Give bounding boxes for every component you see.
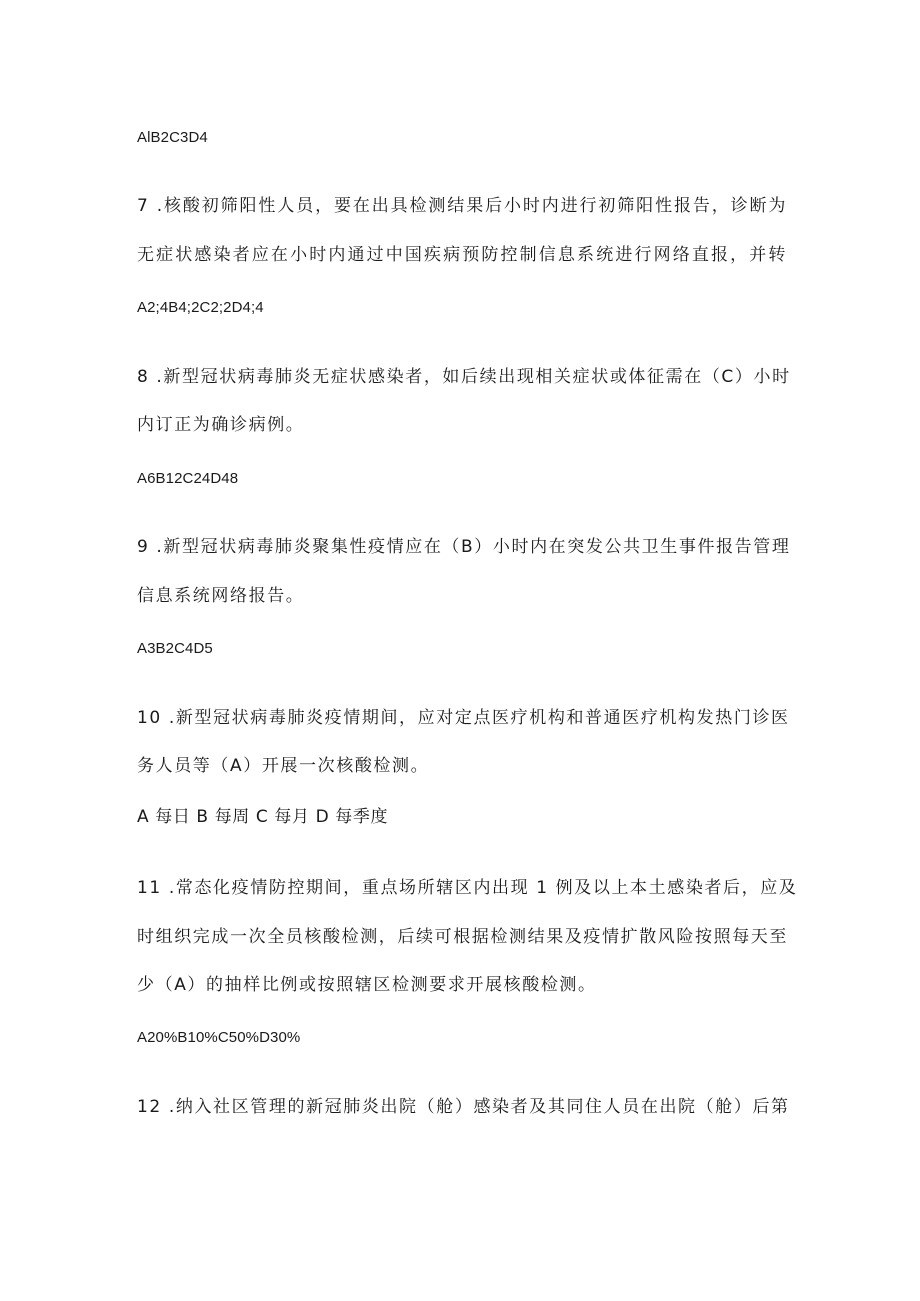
q9-text-line-2: 信息系统网络报告。 bbox=[137, 586, 305, 606]
q8-text-line-2: 内订正为确诊病例。 bbox=[137, 415, 305, 435]
q10-text-line-2: 务人员等（A）开展一次核酸检测。 bbox=[137, 756, 430, 776]
q7-text-line-2: 无症状感染者应在小时内通过中国疾病预防控制信息系统进行网络直报，并转 bbox=[137, 245, 787, 265]
q10-options: A 每日 B 每周 C 每月 D 每季度 bbox=[137, 807, 389, 827]
q10-text-line-1: 10 .新型冠状病毒肺炎疫情期间，应对定点医疗机构和普通医疗机构发热门诊医 bbox=[137, 708, 790, 728]
q11-text-line-1: 11 .常态化疫情防控期间，重点场所辖区内出现 1 例及以上本土感染者后，应及 bbox=[137, 878, 798, 898]
q7-text-line-1: 7 .核酸初筛阳性人员，要在出具检测结果后小时内进行初筛阳性报告，诊断为 bbox=[137, 196, 787, 216]
q11-options: A20%B10%C50%D30% bbox=[137, 1029, 301, 1046]
q11-text-line-2: 时组织完成一次全员核酸检测，后续可根据检测结果及疫情扩散风险按照每天至 bbox=[137, 927, 788, 947]
q6-options: AlB2C3D4 bbox=[137, 129, 208, 146]
q9-options: A3B2C4D5 bbox=[137, 640, 213, 657]
q8-text-line-1: 8 .新型冠状病毒肺炎无症状感染者，如后续出现相关症状或体征需在（C）小时 bbox=[137, 367, 791, 387]
q8-options: A6B12C24D48 bbox=[137, 470, 239, 487]
q11-text-line-3: 少（A）的抽样比例或按照辖区检测要求开展核酸检测。 bbox=[137, 975, 597, 995]
q12-text-line-1: 12 .纳入社区管理的新冠肺炎出院（舱）感染者及其同住人员在出院（舱）后第 bbox=[137, 1097, 790, 1117]
q7-options: A2;4B4;2C2;2D4;4 bbox=[137, 299, 264, 316]
q9-text-line-1: 9 .新型冠状病毒肺炎聚集性疫情应在（B）小时内在突发公共卫生事件报告管理 bbox=[137, 537, 791, 557]
